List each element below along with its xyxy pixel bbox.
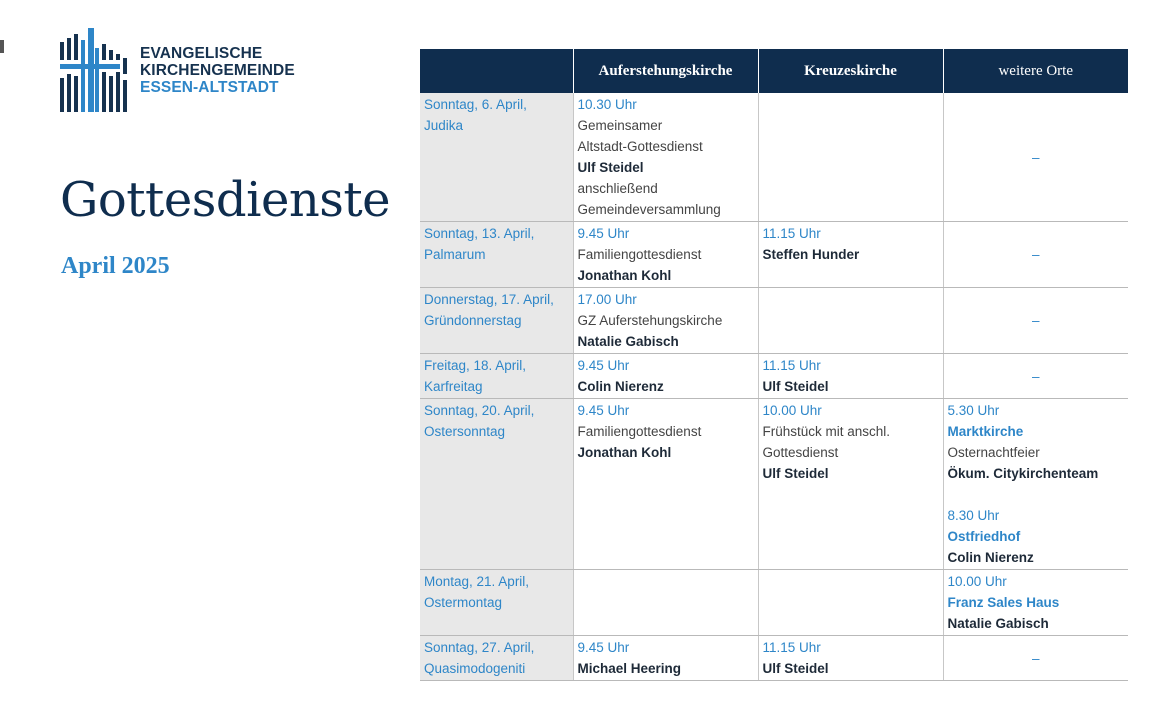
service-time: 9.45 Uhr <box>577 403 630 418</box>
service-person: Colin Nierenz <box>577 379 664 394</box>
date-label: Sonntag, 20. April, <box>424 403 535 418</box>
auferstehung-cell <box>573 570 758 636</box>
service-time: 8.30 Uhr <box>947 508 1000 523</box>
logo-line-2: KIRCHENGEMEINDE <box>140 61 295 79</box>
service-description: Familiengottesdienst <box>577 424 702 439</box>
occasion-label: Ostersonntag <box>424 424 506 439</box>
service-time: 9.45 Uhr <box>577 640 630 655</box>
date-cell <box>420 636 573 681</box>
church-cross-bars-icon <box>60 28 132 112</box>
auferstehung-cell <box>573 288 758 354</box>
service-description: anschließend <box>577 181 658 196</box>
date-label: Sonntag, 27. April, <box>424 640 535 655</box>
service-person: Natalie Gabisch <box>947 616 1049 631</box>
service-person: Ökum. Citykirchenteam <box>947 466 1099 481</box>
auferstehung-cell <box>573 222 758 288</box>
weitere-cell: – <box>943 222 1128 288</box>
auferstehung-cell <box>573 399 758 570</box>
weitere-cell: – <box>943 354 1128 399</box>
occasion-label: Quasimodogeniti <box>424 661 526 676</box>
service-time: 10.00 Uhr <box>947 574 1007 589</box>
service-description: Altstadt-Gottesdienst <box>577 139 703 154</box>
service-person: Steffen Hunder <box>762 247 860 262</box>
service-time: 10.30 Uhr <box>577 97 637 112</box>
table-row <box>420 636 1128 681</box>
page-title: Gottesdienste <box>60 172 391 228</box>
header-auferstehungskirche: Auferstehungskirche <box>573 49 758 93</box>
logo-wordmark <box>140 45 295 96</box>
date-cell <box>420 288 573 354</box>
service-description: Gemeindeversammlung <box>577 202 721 217</box>
service-place: Marktkirche <box>947 424 1024 439</box>
date-cell <box>420 222 573 288</box>
table-row <box>420 93 1128 222</box>
weitere-cell: – <box>943 636 1128 681</box>
page-subtitle: April 2025 <box>61 253 170 279</box>
service-time: 11.15 Uhr <box>762 358 821 373</box>
service-person: Ulf Steidel <box>762 466 829 481</box>
service-time: 5.30 Uhr <box>947 403 1000 418</box>
date-cell <box>420 354 573 399</box>
service-person: Jonathan Kohl <box>577 445 672 460</box>
service-time: 11.15 Uhr <box>762 226 821 241</box>
date-cell <box>420 570 573 636</box>
service-person: Ulf Steidel <box>762 379 829 394</box>
service-schedule-table <box>420 49 1128 681</box>
table-row <box>420 354 1128 399</box>
spacer <box>948 484 1125 505</box>
weitere-cell <box>943 570 1128 636</box>
service-description: Osternachtfeier <box>947 445 1040 460</box>
congregation-logo <box>60 28 295 112</box>
date-label: Freitag, 18. April, <box>424 358 527 373</box>
date-cell <box>420 93 573 222</box>
occasion-label: Gründonnerstag <box>424 313 522 328</box>
occasion-label: Judika <box>424 118 464 133</box>
table-row <box>420 288 1128 354</box>
service-time: 9.45 Uhr <box>577 358 630 373</box>
service-description: Gemeinsamer <box>577 118 663 133</box>
service-time: 11.15 Uhr <box>762 640 821 655</box>
service-person: Michael Heering <box>577 661 682 676</box>
date-cell <box>420 399 573 570</box>
table-row <box>420 570 1128 636</box>
service-time: 9.45 Uhr <box>577 226 630 241</box>
service-description: GZ Auferstehungskirche <box>577 313 723 328</box>
logo-line-3: ESSEN-ALTSTADT <box>140 78 279 96</box>
service-person: Ulf Steidel <box>762 661 829 676</box>
service-place: Franz Sales Haus <box>947 595 1060 610</box>
weitere-cell <box>943 399 1128 570</box>
service-time: 10.00 Uhr <box>762 403 822 418</box>
auferstehung-cell <box>573 354 758 399</box>
service-time: 17.00 Uhr <box>577 292 637 307</box>
service-place: Ostfriedhof <box>947 529 1021 544</box>
service-description: Familiengottesdienst <box>577 247 702 262</box>
table-row <box>420 399 1128 570</box>
occasion-label: Ostermontag <box>424 595 503 610</box>
page-corner-mark <box>0 40 4 53</box>
table-row <box>420 222 1128 288</box>
weitere-cell: – <box>943 288 1128 354</box>
service-description: Gottesdienst <box>762 445 839 460</box>
kreuz-cell <box>758 288 943 354</box>
kreuz-cell <box>758 222 943 288</box>
kreuz-cell <box>758 399 943 570</box>
service-person: Natalie Gabisch <box>577 334 679 349</box>
occasion-label: Karfreitag <box>424 379 483 394</box>
occasion-label: Palmarum <box>424 247 486 262</box>
service-person: Ulf Steidel <box>577 160 644 175</box>
date-label: Sonntag, 6. April, <box>424 97 527 112</box>
kreuz-cell <box>758 93 943 222</box>
date-label: Donnerstag, 17. April, <box>424 292 554 307</box>
date-label: Montag, 21. April, <box>424 574 530 589</box>
header-weitere-orte: weitere Orte <box>943 49 1128 93</box>
weitere-cell: – <box>943 93 1128 222</box>
service-person: Jonathan Kohl <box>577 268 672 283</box>
auferstehung-cell <box>573 93 758 222</box>
kreuz-cell <box>758 636 943 681</box>
table-header-row <box>420 49 1128 93</box>
auferstehung-cell <box>573 636 758 681</box>
service-description: Frühstück mit anschl. <box>762 424 891 439</box>
date-label: Sonntag, 13. April, <box>424 226 535 241</box>
kreuz-cell <box>758 570 943 636</box>
kreuz-cell <box>758 354 943 399</box>
logo-line-1: EVANGELISCHE <box>140 44 263 62</box>
header-kreuzeskirche: Kreuzeskirche <box>758 49 943 93</box>
service-person: Colin Nierenz <box>947 550 1034 565</box>
header-date <box>420 49 573 93</box>
